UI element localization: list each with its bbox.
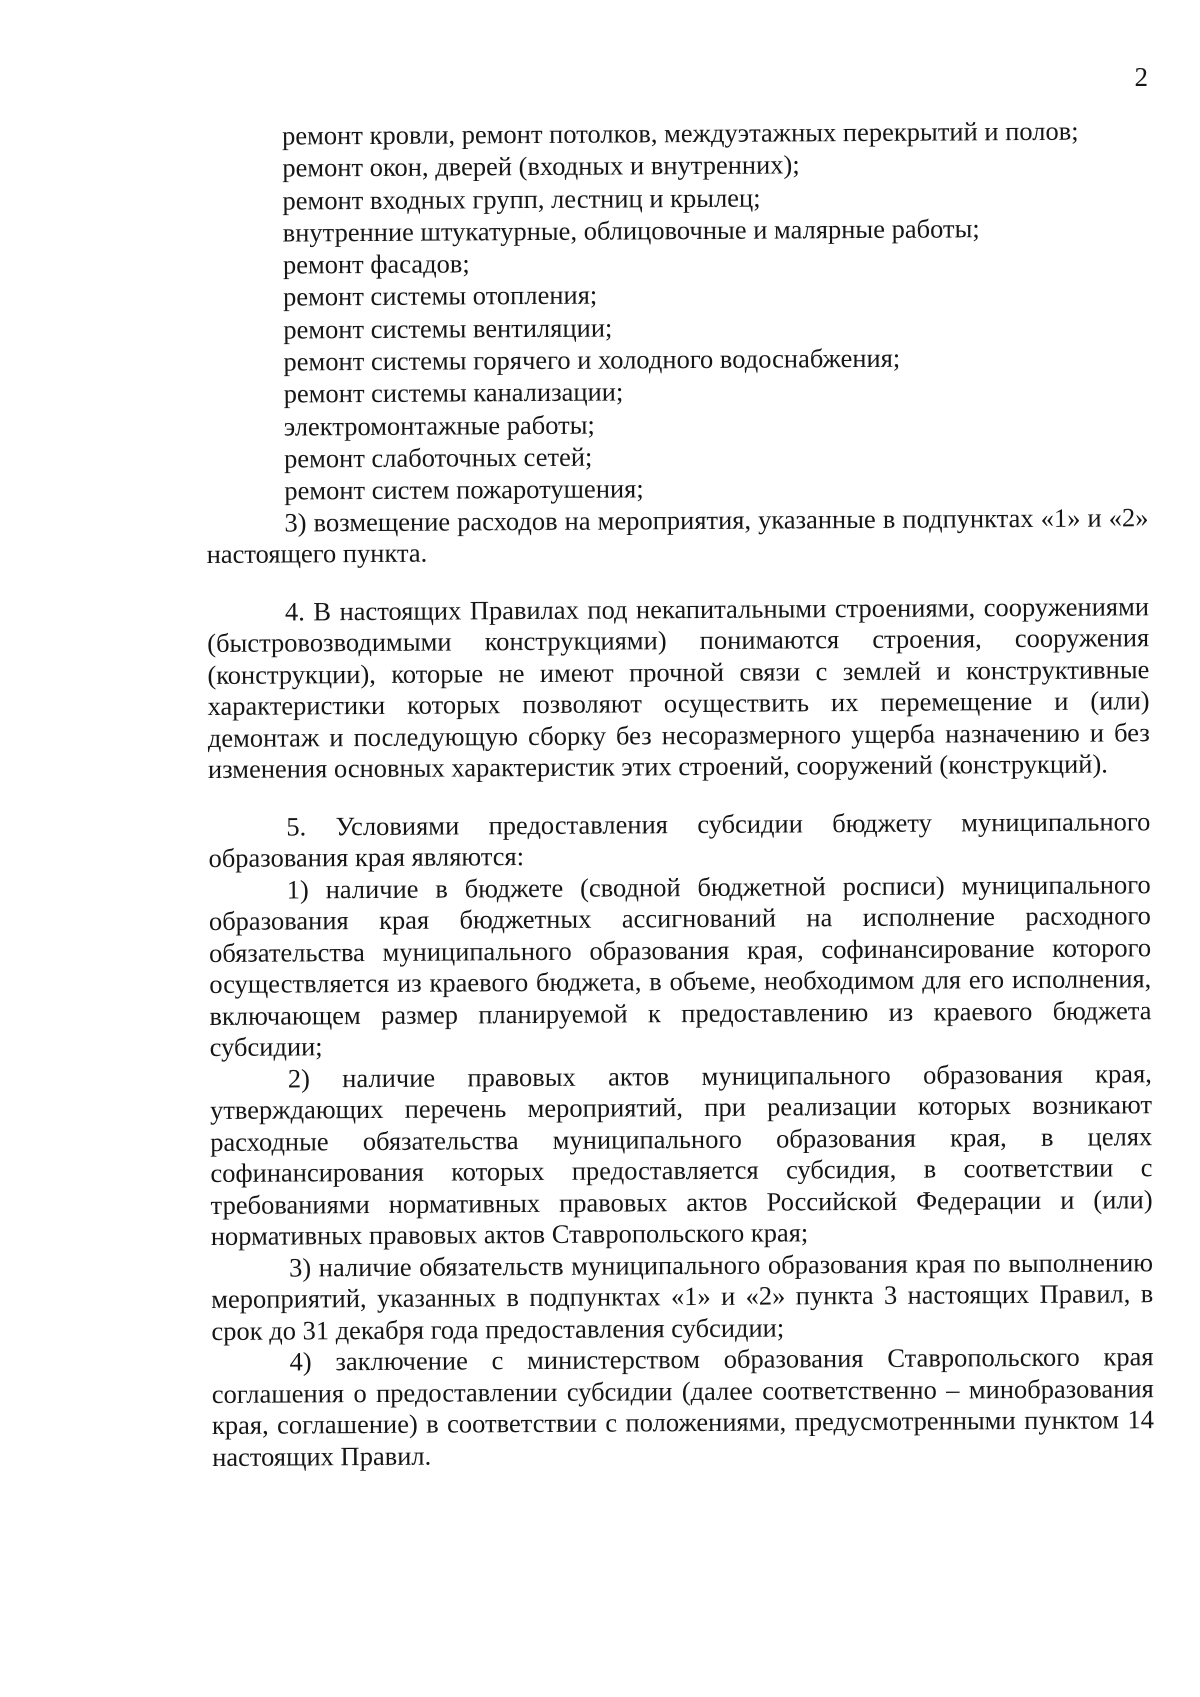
- clause-4: 4. В настоящих Правилах под некапитальными строениями, сооружениями (быстровозводимыми конструкциями) понимаются строения, сооружения (конструкции), которые не имеют прочной связи с землей и конструктивные характеристики которых позволяют осуществить их перемещение и (или) демонтаж и последующую сборку без несоразмерного ущерба назначению и без изменения основных характеристик этих строений, сооружений (конструкций).: [207, 590, 1150, 785]
- clause-5-item: 2) наличие правовых актов муниципального образования края, утверждающих перечень мероприятий, при реализации которых возникают расходные обязательства муниципального образования края, в целях софинансирования которых предоставляется субсидия, в соответствии с требованиями нормативных правовых актов Российской Федерации и (или) нормативных правовых актов Ставропольского края;: [209, 1057, 1153, 1252]
- list-item: электромонтажные работы;: [283, 409, 595, 442]
- list-item: ремонт слаботочных сетей;: [283, 441, 593, 474]
- list-item: ремонт кровли, ремонт потолков, междуэтажных перекрытий и полов;: [282, 115, 1079, 151]
- list-item: ремонт окон, дверей (входных и внутренних);: [282, 149, 800, 183]
- clause-5-item: 4) заключение с министерством образования Ставропольского края соглашения о предоставлении субсидии (далее соответственно – минобразования края, соглашение) в соответствии с положениями, предусмотренными пунктом 14 настоящих Правил.: [211, 1341, 1155, 1472]
- page-number: 2: [1134, 62, 1148, 92]
- list-item: ремонт системы вентиляции;: [283, 312, 613, 345]
- list-item: внутренние штукатурные, облицовочные и малярные работы;: [282, 213, 980, 248]
- clause-5-item: 1) наличие в бюджете (сводной бюджетной росписи) муниципального образования края бюджетных ассигнований на исполнение расходного обязательства муниципального образования края, софинансирование которого осуществляется из краевого бюджета, в объеме, необходимом для его исполнения, включающем размер планируемой к предоставлению из краевого бюджета субсидии;: [208, 868, 1152, 1063]
- subclause-3: 3) возмещение расходов на мероприятия, указанные в подпунктах «1» и «2» настоящего пункта.: [206, 501, 1149, 570]
- document-body: [204, 114, 1154, 1473]
- list-item: ремонт систем пожаротушения;: [284, 473, 644, 506]
- repair-works-list: [204, 114, 1148, 507]
- clause-5-item: 3) наличие обязательств муниципального образования края по выполнению мероприятий, указанных в подпунктах «1» и «2» пункта 3 настоящих Правил, в срок до 31 декабря года предоставления субсидии;: [211, 1246, 1154, 1346]
- list-item: ремонт системы канализации;: [283, 376, 624, 409]
- list-item: ремонт системы отопления;: [282, 280, 598, 313]
- clause-5-intro: 5. Условиями предоставления субсидии бюджету муниципального образования края являются:: [208, 805, 1151, 874]
- list-item: ремонт системы горячего и холодного водоснабжения;: [283, 342, 901, 377]
- list-item: ремонт фасадов;: [282, 248, 470, 280]
- list-item: ремонт входных групп, лестниц и крылец;: [282, 182, 761, 216]
